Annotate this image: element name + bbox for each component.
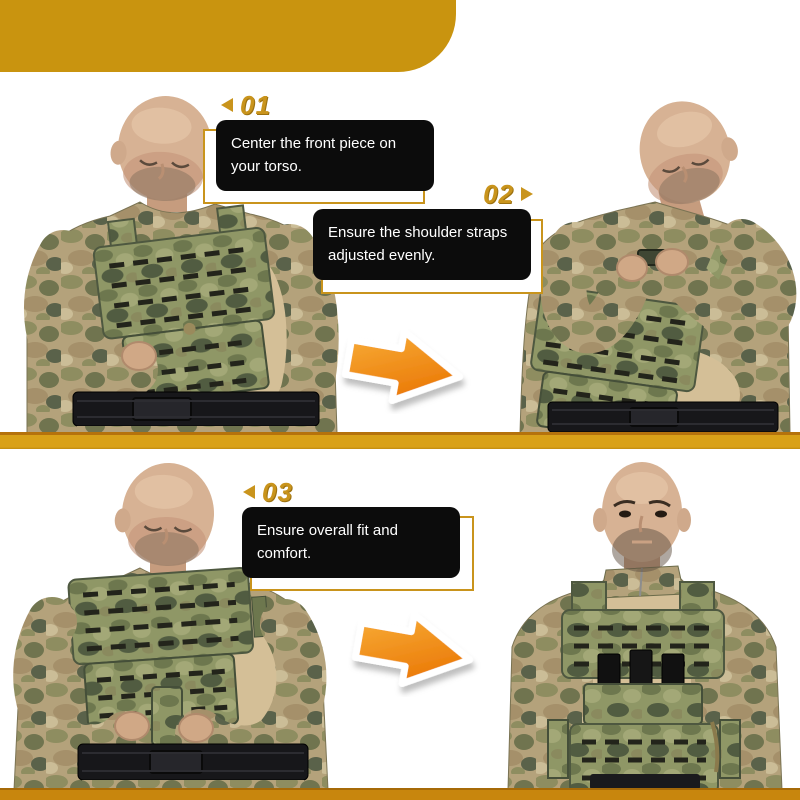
divider-band <box>0 432 800 449</box>
step-03-left-triangle-icon <box>243 485 255 499</box>
step-03-text: Ensure overall fit and comfort. <box>242 507 460 578</box>
step-03-box-wrap <box>242 507 460 578</box>
arrow-step1-to-step2 <box>336 320 472 419</box>
right-arrow-icon <box>336 320 472 414</box>
step-03-label <box>243 476 460 507</box>
step-01-number: 01 <box>240 89 271 120</box>
step-02-text: Ensure the shoulder straps adjusted evenly. <box>313 209 531 280</box>
step-01-callout <box>216 89 434 191</box>
step-01-box-wrap <box>216 120 434 191</box>
step-01-text: Center the front piece on your torso. <box>216 120 434 191</box>
step-02-right-triangle-icon <box>521 187 533 201</box>
right-arrow-icon <box>346 603 482 697</box>
step-01-left-triangle-icon <box>221 98 233 112</box>
bottom-band <box>0 788 800 800</box>
step-02-callout <box>313 178 531 280</box>
step-02-number: 02 <box>483 178 514 209</box>
photo-result-front-view <box>490 452 800 795</box>
gold-corner-shape <box>0 0 456 72</box>
step-03-callout <box>242 476 460 578</box>
step-03-number: 03 <box>262 476 293 507</box>
man-wearing-chest-rig-illustration <box>490 452 800 790</box>
step-02-label <box>313 178 533 209</box>
step-02-box-wrap <box>313 209 531 280</box>
arrow-step3-to-result <box>346 603 482 702</box>
step-01-label <box>221 89 434 120</box>
